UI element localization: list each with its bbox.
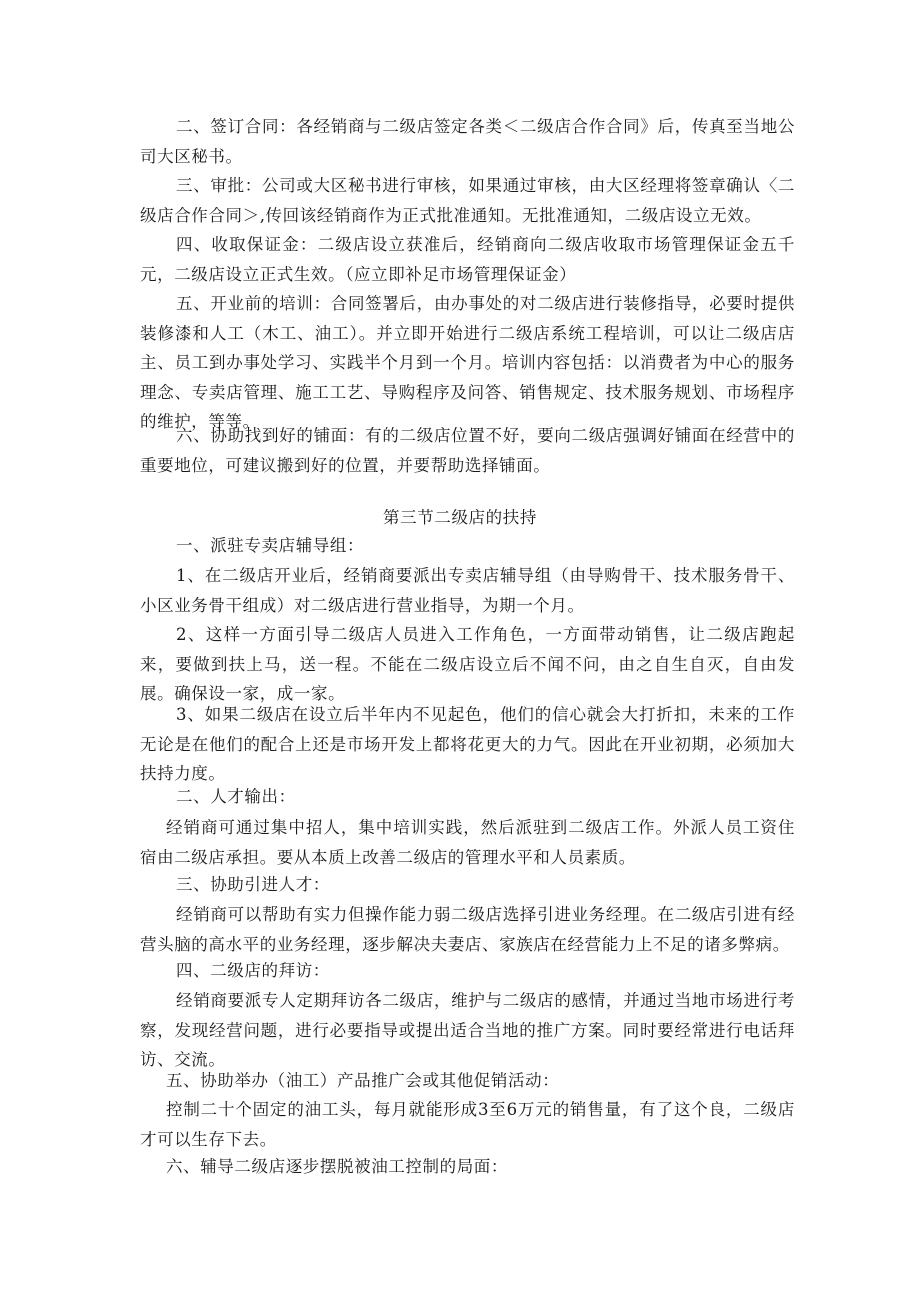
heading-talent-output: 二、人才输出： [176, 787, 296, 806]
paragraph-sign-contract: 二、签订合同：各经销商与二级店签定各类＜二级店合作合同》后，传真至当地公司大区秘书。 [140, 117, 795, 166]
paragraph-store-visits: 经销商要派专人定期拜访各二级店，维护与二级店的感情，并通过当地市场进行考察，发现经营问题，进行必要指导或提出适合当地的推广方案。同时要经常进行电话拜访、交流。 [140, 991, 795, 1069]
paragraph-approval: 三、审批：公司或大区秘书进行审核，如果通过审核，由大区经理将签章确认〈二级店合作合同＞,传回该经销商作为正式批准通知。无批准通知，二级店设立无效。 [140, 176, 795, 225]
paragraph-deposit: 四、收取保证金：二级店设立获准后，经销商向二级店收取市场管理保证金五千元，二级店设立正式生效。（应立即补足市场管理保证金） [140, 235, 795, 284]
heading-promotion-events: 五、协助举办（油工）产品推广会或其他促销活动： [166, 1071, 560, 1090]
paragraph-assist-talent: 经销商可以帮助有实力但操作能力弱二级店选择引进业务经理。在二级店引进有经营头脑的高水平的业务经理，逐步解决夫妻店、家族店在经营能力上不足的诸多弊病。 [140, 905, 795, 954]
paragraph-item-1: 1、在二级店开业后，经销商要派出专卖店辅导组（由导购骨干、技术服务骨干、小区业务骨干组成）对二级店进行营业指导，为期一个月。 [140, 566, 795, 615]
section-title: 第三节二级店的扶持 [383, 508, 537, 527]
heading-assist-talent: 三、协助引进人才： [176, 875, 330, 894]
paragraph-talent-output: 经销商可通过集中招人，集中培训实践，然后派驻到二级店工作。外派人员工资住宿由二级店承担。要从本质上改善二级店的管理水平和人员素质。 [140, 818, 795, 867]
heading-dispatch-guidance-team: 一、派驻专卖店辅导组： [176, 536, 365, 555]
paragraph-promotion-events: 控制二十个固定的油工头，每月就能形成3至6万元的销售量，有了这个良，二级店才可以生存下去。 [140, 1100, 795, 1149]
paragraph-pre-opening-training: 五、开业前的培训：合同签署后，由办事处的对二级店进行装修指导，必要时提供装修漆和人工（木工、油工）。并立即开始进行二级店系统工程培训，可以让二级店店主、员工到办事处学习、实践半个月到一个月。培训内容包括：以消费者为中心的服务理念、专卖店管理、施工工艺、导购程序及问答、销售规定、技术服务规划、市场程序的维护，等等。 [140, 294, 795, 431]
paragraph-find-good-storefront: 六、协助找到好的铺面：有的二级店位置不好，要向二级店强调好铺面在经营中的重要地位，可建议搬到好的位置，并要帮助选择铺面。 [140, 426, 795, 475]
heading-store-visits: 四、二级店的拜访： [176, 961, 330, 980]
paragraph-item-3: 3、如果二级店在设立后半年内不见起色，他们的信心就会大打折扣，未来的工作无论是在他们的配合上还是市场开发上都将花更大的力气。因此在开业初期，必须加大扶持力度。 [140, 705, 795, 783]
heading-escape-painter-control: 六、辅导二级店逐步摆脱被油工控制的局面： [166, 1157, 508, 1176]
paragraph-item-2: 2、这样一方面引导二级店人员进入工作角色，一方面带动销售，让二级店跑起来，要做到扶上马，送一程。不能在二级店设立后不闻不问，由之自生自灭，自由发展。确保设一家，成一家。 [140, 625, 795, 703]
